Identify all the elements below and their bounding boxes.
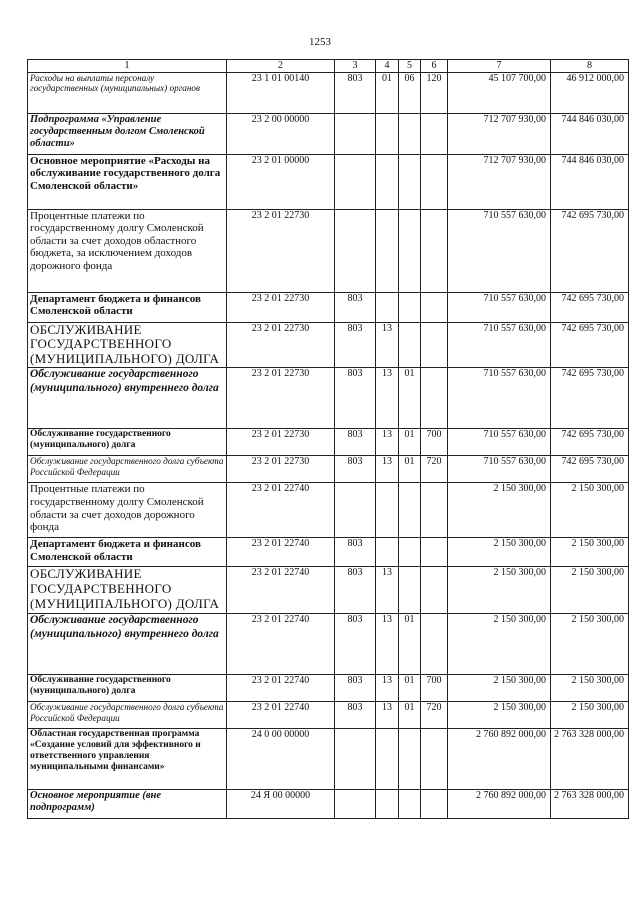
- row-name-cell: Процентные платежи по государственному долгу Смоленской области за счет доходов дорожного фонда: [28, 483, 227, 538]
- amount-year1-cell: 2 760 892 000,00: [448, 729, 551, 790]
- table-row: [28, 429, 629, 456]
- table-row: [28, 368, 629, 429]
- amount-year1-cell: 712 707 930,00: [448, 154, 551, 209]
- column-header: 4: [376, 60, 399, 73]
- expense-type-cell: 700: [421, 675, 448, 702]
- target-code-cell: 23 2 01 22740: [227, 483, 335, 538]
- amount-year1-cell: 710 557 630,00: [448, 429, 551, 456]
- subsection-cell: [399, 209, 421, 292]
- target-code-cell: 23 2 01 22740: [227, 614, 335, 675]
- row-name-cell: Расходы на выплаты персоналу государственных (муниципальных) органов: [28, 72, 227, 113]
- row-name-cell: Департамент бюджета и финансов Смоленской области: [28, 538, 227, 567]
- column-header: 7: [448, 60, 551, 73]
- subsection-cell: 01: [399, 675, 421, 702]
- subsection-cell: [399, 538, 421, 567]
- admin-code-cell: [335, 483, 376, 538]
- target-code-cell: 23 2 01 22740: [227, 567, 335, 614]
- amount-year1-cell: 710 557 630,00: [448, 322, 551, 368]
- amount-year1-cell: 710 557 630,00: [448, 292, 551, 322]
- table-row: [28, 790, 629, 819]
- amount-year2-cell: 742 695 730,00: [551, 368, 629, 429]
- section-cell: [376, 729, 399, 790]
- column-header: 6: [421, 60, 448, 73]
- subsection-cell: 01: [399, 614, 421, 675]
- amount-year1-cell: 45 107 700,00: [448, 72, 551, 113]
- column-header: 3: [335, 60, 376, 73]
- target-code-cell: 23 2 01 22730: [227, 456, 335, 483]
- section-cell: 13: [376, 429, 399, 456]
- section-cell: [376, 113, 399, 154]
- table-row: [28, 154, 629, 209]
- section-cell: [376, 790, 399, 819]
- subsection-cell: 01: [399, 456, 421, 483]
- admin-code-cell: [335, 209, 376, 292]
- target-code-cell: 23 2 01 22730: [227, 209, 335, 292]
- target-code-cell: 23 2 01 22730: [227, 368, 335, 429]
- amount-year2-cell: 2 763 328 000,00: [551, 790, 629, 819]
- amount-year2-cell: 2 150 300,00: [551, 567, 629, 614]
- target-code-cell: 23 2 01 22730: [227, 292, 335, 322]
- target-code-cell: 23 2 01 22730: [227, 322, 335, 368]
- row-name-cell: Процентные платежи по государственному долгу Смоленской области за счет доходов областного бюджета, за исключением доходов дорожного фонда: [28, 209, 227, 292]
- admin-code-cell: [335, 790, 376, 819]
- budget-table: [27, 59, 629, 819]
- subsection-cell: [399, 483, 421, 538]
- table-row: [28, 322, 629, 368]
- amount-year1-cell: 2 150 300,00: [448, 538, 551, 567]
- table-row: [28, 456, 629, 483]
- row-name-cell: Обслуживание государственного (муниципального) внутреннего долга: [28, 368, 227, 429]
- row-name-cell: Обслуживание государственного (муниципального) внутреннего долга: [28, 614, 227, 675]
- admin-code-cell: 803: [335, 72, 376, 113]
- subsection-cell: [399, 729, 421, 790]
- target-code-cell: 23 2 01 22730: [227, 429, 335, 456]
- admin-code-cell: [335, 113, 376, 154]
- admin-code-cell: 803: [335, 538, 376, 567]
- section-cell: [376, 483, 399, 538]
- target-code-cell: 23 2 01 22740: [227, 675, 335, 702]
- target-code-cell: 24 Я 00 00000: [227, 790, 335, 819]
- admin-code-cell: 803: [335, 567, 376, 614]
- amount-year2-cell: 744 846 030,00: [551, 113, 629, 154]
- subsection-cell: [399, 113, 421, 154]
- table-row: [28, 209, 629, 292]
- table-row: [28, 538, 629, 567]
- section-cell: [376, 209, 399, 292]
- section-cell: 13: [376, 368, 399, 429]
- subsection-cell: 01: [399, 368, 421, 429]
- expense-type-cell: [421, 614, 448, 675]
- amount-year1-cell: 2 150 300,00: [448, 614, 551, 675]
- amount-year2-cell: 742 695 730,00: [551, 429, 629, 456]
- section-cell: [376, 292, 399, 322]
- amount-year1-cell: 2 150 300,00: [448, 675, 551, 702]
- admin-code-cell: 803: [335, 702, 376, 729]
- amount-year1-cell: 2 760 892 000,00: [448, 790, 551, 819]
- target-code-cell: 23 2 01 22740: [227, 702, 335, 729]
- column-header: 5: [399, 60, 421, 73]
- table-body: [28, 72, 629, 819]
- expense-type-cell: [421, 368, 448, 429]
- admin-code-cell: 803: [335, 322, 376, 368]
- row-name-cell: Обслуживание государственного (муниципального) долга: [28, 429, 227, 456]
- section-cell: 13: [376, 614, 399, 675]
- target-code-cell: 23 2 01 00000: [227, 154, 335, 209]
- subsection-cell: [399, 154, 421, 209]
- page-number: 1253: [309, 36, 331, 48]
- amount-year2-cell: 744 846 030,00: [551, 154, 629, 209]
- amount-year2-cell: 742 695 730,00: [551, 209, 629, 292]
- table-row: [28, 483, 629, 538]
- section-cell: 13: [376, 702, 399, 729]
- amount-year2-cell: 742 695 730,00: [551, 292, 629, 322]
- target-code-cell: 23 2 00 00000: [227, 113, 335, 154]
- section-cell: 01: [376, 72, 399, 113]
- section-cell: [376, 538, 399, 567]
- subsection-cell: [399, 322, 421, 368]
- expense-type-cell: [421, 790, 448, 819]
- target-code-cell: 23 1 01 00140: [227, 72, 335, 113]
- table-row: [28, 729, 629, 790]
- table-row: [28, 614, 629, 675]
- table-row: [28, 113, 629, 154]
- admin-code-cell: [335, 154, 376, 209]
- subsection-cell: [399, 292, 421, 322]
- section-cell: 13: [376, 567, 399, 614]
- expense-type-cell: [421, 729, 448, 790]
- admin-code-cell: 803: [335, 614, 376, 675]
- table-row: [28, 702, 629, 729]
- expense-type-cell: 720: [421, 702, 448, 729]
- row-name-cell: Подпрограмма «Управление государственным долгом Смоленской области»: [28, 113, 227, 154]
- row-name-cell: Основное мероприятие «Расходы на обслуживание государственного долга Смоленской области»: [28, 154, 227, 209]
- table-row: [28, 292, 629, 322]
- amount-year1-cell: 710 557 630,00: [448, 209, 551, 292]
- amount-year2-cell: 2 150 300,00: [551, 614, 629, 675]
- row-name-cell: Областная государственная программа «Создание условий для эффективного и ответственного управления муниципальными финансами»: [28, 729, 227, 790]
- table-row: [28, 72, 629, 113]
- column-header: 1: [28, 60, 227, 73]
- amount-year1-cell: 710 557 630,00: [448, 368, 551, 429]
- subsection-cell: 06: [399, 72, 421, 113]
- subsection-cell: 01: [399, 429, 421, 456]
- amount-year1-cell: 2 150 300,00: [448, 567, 551, 614]
- admin-code-cell: 803: [335, 292, 376, 322]
- row-name-cell: ОБСЛУЖИВАНИЕ ГОСУДАРСТВЕННОГО (МУНИЦИПАЛЬНОГО) ДОЛГА: [28, 322, 227, 368]
- row-name-cell: Департамент бюджета и финансов Смоленской области: [28, 292, 227, 322]
- expense-type-cell: [421, 567, 448, 614]
- subsection-cell: 01: [399, 702, 421, 729]
- section-cell: 13: [376, 675, 399, 702]
- expense-type-cell: [421, 113, 448, 154]
- column-header: 2: [227, 60, 335, 73]
- expense-type-cell: [421, 483, 448, 538]
- amount-year2-cell: 2 150 300,00: [551, 538, 629, 567]
- amount-year2-cell: 742 695 730,00: [551, 456, 629, 483]
- subsection-cell: [399, 790, 421, 819]
- amount-year2-cell: 2 150 300,00: [551, 702, 629, 729]
- admin-code-cell: 803: [335, 368, 376, 429]
- amount-year1-cell: 712 707 930,00: [448, 113, 551, 154]
- row-name-cell: Обслуживание государственного (муниципального) долга: [28, 675, 227, 702]
- expense-type-cell: [421, 322, 448, 368]
- admin-code-cell: 803: [335, 456, 376, 483]
- expense-type-cell: 120: [421, 72, 448, 113]
- expense-type-cell: 700: [421, 429, 448, 456]
- expense-type-cell: [421, 292, 448, 322]
- column-number-header: [28, 60, 629, 73]
- table-row: [28, 567, 629, 614]
- column-header: 8: [551, 60, 629, 73]
- section-cell: [376, 154, 399, 209]
- amount-year1-cell: 710 557 630,00: [448, 456, 551, 483]
- admin-code-cell: [335, 729, 376, 790]
- target-code-cell: 24 0 00 00000: [227, 729, 335, 790]
- admin-code-cell: 803: [335, 429, 376, 456]
- section-cell: 13: [376, 322, 399, 368]
- expense-type-cell: [421, 154, 448, 209]
- row-name-cell: ОБСЛУЖИВАНИЕ ГОСУДАРСТВЕННОГО (МУНИЦИПАЛЬНОГО) ДОЛГА: [28, 567, 227, 614]
- amount-year2-cell: 2 150 300,00: [551, 675, 629, 702]
- expense-type-cell: 720: [421, 456, 448, 483]
- amount-year2-cell: 2 150 300,00: [551, 483, 629, 538]
- target-code-cell: 23 2 01 22740: [227, 538, 335, 567]
- amount-year2-cell: 2 763 328 000,00: [551, 729, 629, 790]
- row-name-cell: Основное мероприятие (вне подпрограмм): [28, 790, 227, 819]
- amount-year1-cell: 2 150 300,00: [448, 483, 551, 538]
- expense-type-cell: [421, 209, 448, 292]
- admin-code-cell: 803: [335, 675, 376, 702]
- table-row: [28, 675, 629, 702]
- amount-year1-cell: 2 150 300,00: [448, 702, 551, 729]
- row-name-cell: Обслуживание государственного долга субъекта Российской Федерации: [28, 456, 227, 483]
- section-cell: 13: [376, 456, 399, 483]
- amount-year2-cell: 46 912 000,00: [551, 72, 629, 113]
- row-name-cell: Обслуживание государственного долга субъекта Российской Федерации: [28, 702, 227, 729]
- expense-type-cell: [421, 538, 448, 567]
- subsection-cell: [399, 567, 421, 614]
- amount-year2-cell: 742 695 730,00: [551, 322, 629, 368]
